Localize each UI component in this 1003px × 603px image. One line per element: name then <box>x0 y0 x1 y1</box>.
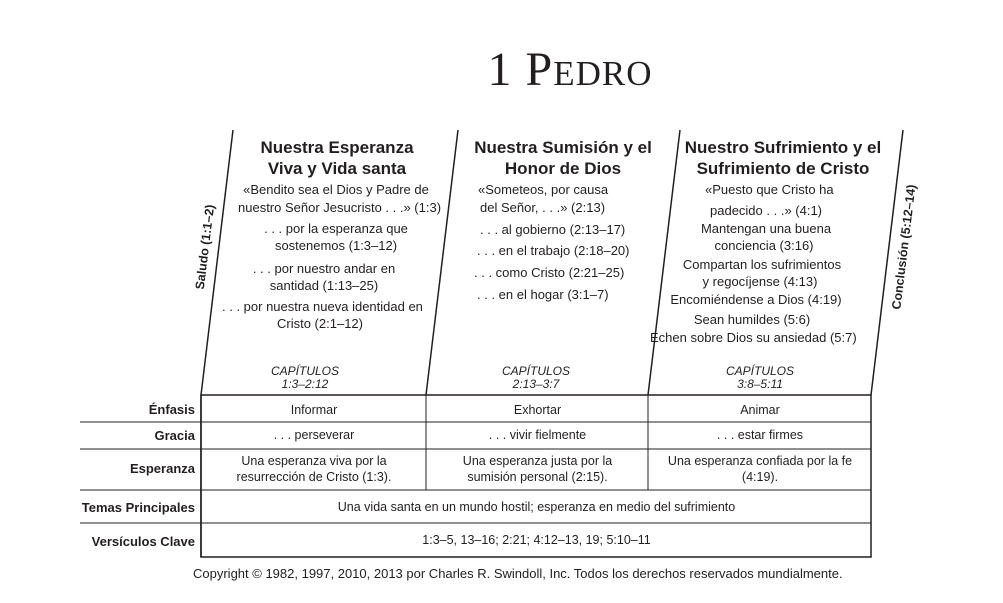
section-3-line: Encomiéndense a Dios (4:19) <box>670 292 842 307</box>
section-1-chapters-range: 1:3–2:12 <box>281 377 329 391</box>
cell-gracia-1: . . . perseverar <box>273 428 355 442</box>
section-2-line: del Señor, . . .» (2:13) <box>480 200 606 215</box>
section-3-heading-line-1: Nuestro Sufrimiento y el <box>684 138 882 157</box>
section-2-chapters-range: 2:13–3:7 <box>512 377 560 391</box>
section-3-line: padecido . . .» (4:1) <box>710 203 823 218</box>
section-3-heading <box>678 137 888 179</box>
section-3-line: conciencia (3:16) <box>714 238 814 253</box>
section-2-line: . . . en el trabajo (2:18–20) <box>477 243 630 258</box>
section-1-heading-line-1: Nuestra Esperanza <box>260 138 414 157</box>
cell-gracia-3: . . . estar firmes <box>716 428 804 442</box>
section-2-heading-line-1: Nuestra Sumisión y el <box>474 138 652 157</box>
section-1-line: santidad (1:13–25) <box>269 278 379 293</box>
cell-enfasis-3: Animar <box>740 403 780 417</box>
section-3-line: «Puesto que Cristo ha <box>705 182 834 197</box>
section-2-chapters-label: CAPÍTULOS <box>501 364 570 378</box>
section-1-heading-line-2: Viva y Vida santa <box>267 159 407 178</box>
cell-esperanza-2-line-2: sumisión personal (2:15). <box>467 470 608 484</box>
section-3-line: Sean humildes (5:6) <box>693 312 811 327</box>
section-1-chapters-label: CAPÍTULOS <box>270 364 339 378</box>
section-1-line: nuestro Señor Jesucristo . . .» (1:3) <box>238 200 442 215</box>
section-2-chapters <box>466 365 606 391</box>
section-1-heading <box>237 137 437 179</box>
cell-esperanza-2-line-1: Una esperanza justa por la <box>462 454 613 468</box>
section-2-heading <box>458 137 668 179</box>
section-3-line: Mantengan una buena <box>700 221 832 236</box>
section-1-chapters <box>235 365 375 391</box>
section-2-heading-line-2: Honor de Dios <box>504 159 622 178</box>
row-label-gracia: Gracia <box>154 428 195 443</box>
copyright-notice: Copyright © 1982, 1997, 2010, 2013 por Charles R. Swindoll, Inc. Todos los derechos reservados mundialmente. <box>193 566 843 581</box>
cell-esperanza-2 <box>427 453 648 485</box>
row-label-temas: Temas Principales <box>81 500 195 515</box>
section-1-line: . . . por la esperanza que <box>264 221 408 236</box>
section-3-chapters-label: CAPÍTULOS <box>725 364 794 378</box>
section-1-line: . . . por nuestro andar en <box>252 261 396 276</box>
salutation-label: Saludo (1:1–2) <box>192 203 218 291</box>
cell-versiculos: 1:3–5, 13–16; 2:21; 4:12–13, 19; 5:10–11 <box>422 533 651 547</box>
section-3-chapters <box>690 365 830 391</box>
cell-esperanza-1-line-2: resurrección de Cristo (1:3). <box>236 470 392 484</box>
row-label-esperanza: Esperanza <box>129 461 195 476</box>
title-number: 1 <box>487 43 526 96</box>
cell-esperanza-3-line-1: Una esperanza confiada por la fe <box>667 454 853 468</box>
section-3-heading-line-2: Sufrimiento de Cristo <box>696 159 870 178</box>
section-2-line: «Someteos, por causa <box>478 182 609 197</box>
section-1-line: . . . por nuestra nueva identidad en <box>222 299 423 314</box>
title-initial: P <box>525 43 554 96</box>
section-3-line: Echen sobre Dios su ansiedad (5:7) <box>650 330 857 345</box>
cell-esperanza-3-line-2: (4:19). <box>741 470 779 484</box>
section-2-line: . . . como Cristo (2:21–25) <box>474 265 625 280</box>
section-1-line: sostenemos (1:3–12) <box>274 238 398 253</box>
section-3-chapters-range: 3:8–5:11 <box>737 377 783 391</box>
cell-esperanza-1-line-1: Una esperanza viva por la <box>241 454 387 468</box>
section-1-line: Cristo (2:1–12) <box>277 316 363 331</box>
cell-enfasis-1: Informar <box>290 403 338 417</box>
cell-temas: Una vida santa en un mundo hostil; esperanza en medio del sufrimiento <box>337 500 736 514</box>
cell-esperanza-1 <box>202 453 426 485</box>
conclusion-label: Conclusión (5:12–14) <box>889 183 919 311</box>
section-3-line: Compartan los sufrimientos <box>682 257 842 272</box>
cell-gracia-2: . . . vivir fielmente <box>488 428 587 442</box>
section-2-line: . . . en el hogar (3:1–7) <box>477 287 609 302</box>
cell-esperanza-3 <box>649 453 871 485</box>
row-label-versiculos: Versículos Clave <box>91 534 195 549</box>
section-1-line: «Bendito sea el Dios y Padre de <box>243 182 429 197</box>
row-label-enfasis: Énfasis <box>148 402 195 417</box>
section-2-line: . . . al gobierno (2:13–17) <box>480 222 626 237</box>
cell-enfasis-2: Exhortar <box>513 403 562 417</box>
title-rest: EDRO <box>553 54 653 93</box>
section-3-line: y regocíjense (4:13) <box>702 274 818 289</box>
